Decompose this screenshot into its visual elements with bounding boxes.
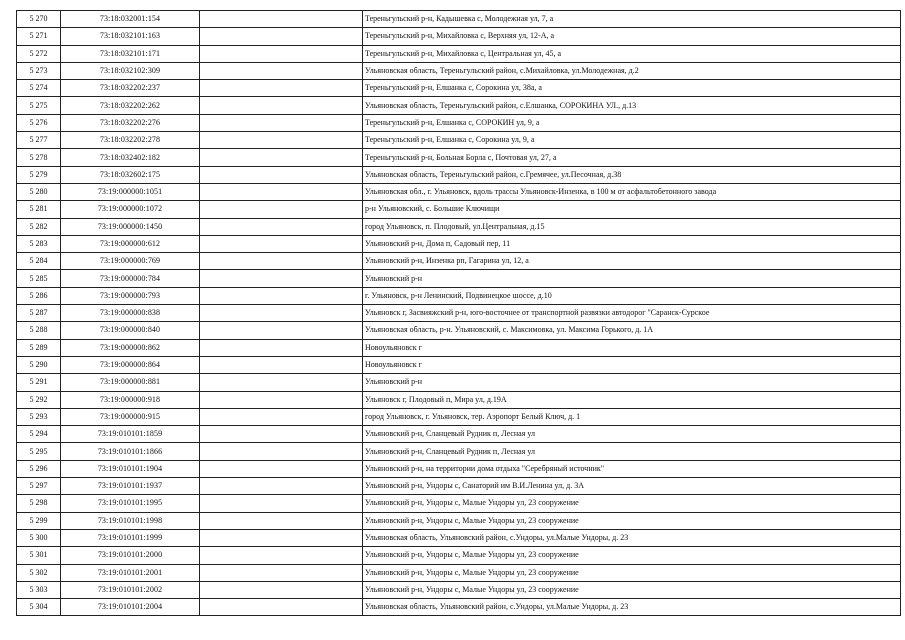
address-cell: Новоульяновск г	[363, 356, 901, 373]
row-number-cell: 5 276	[17, 114, 61, 131]
address-cell: Ульяновская область, Тереньгульский район, с.Михайловка, ул.Молодежная, д.2	[363, 62, 901, 79]
empty-cell	[200, 11, 363, 28]
empty-cell	[200, 305, 363, 322]
table-row	[17, 235, 901, 252]
table-row	[17, 495, 901, 512]
row-number-cell: 5 287	[17, 305, 61, 322]
empty-cell	[200, 374, 363, 391]
cadastral-number-cell: 73:19:000000:793	[61, 287, 200, 304]
address-cell: Ульяновский р-н, Ундоры с, Малые Ундоры ул, 23 сооружение	[363, 495, 901, 512]
table-row	[17, 426, 901, 443]
row-number-cell: 5 301	[17, 547, 61, 564]
cadastral-number-cell: 73:19:000000:784	[61, 270, 200, 287]
row-number-cell: 5 273	[17, 62, 61, 79]
address-cell: Ульяновская область, Ульяновский район, с.Ундоры, ул.Малые Ундоры, д. 23	[363, 599, 901, 616]
row-number-cell: 5 304	[17, 599, 61, 616]
cadastral-number-cell: 73:18:032101:171	[61, 45, 200, 62]
row-number-cell: 5 303	[17, 581, 61, 598]
cadastral-number-cell: 73:18:032101:163	[61, 28, 200, 45]
table-row	[17, 218, 901, 235]
table-row	[17, 28, 901, 45]
row-number-cell: 5 285	[17, 270, 61, 287]
address-cell: Ульяновский р-н, Ундоры с, Санаторий им В.И.Ленина ул, д. 3А	[363, 478, 901, 495]
row-number-cell: 5 299	[17, 512, 61, 529]
cadastral-number-cell: 73:19:010101:1859	[61, 426, 200, 443]
table-row	[17, 512, 901, 529]
row-number-cell: 5 277	[17, 132, 61, 149]
table-row	[17, 45, 901, 62]
table-row	[17, 62, 901, 79]
cadastral-number-cell: 73:19:000000:840	[61, 322, 200, 339]
address-cell: Ульяновский р-н, Сланцевый Рудник п, Лесная ул	[363, 426, 901, 443]
table-row	[17, 478, 901, 495]
address-cell: Новоульяновск г	[363, 339, 901, 356]
cadastral-number-cell: 73:18:032602:175	[61, 166, 200, 183]
document-page	[16, 10, 900, 616]
cadastral-number-cell: 73:19:010101:1995	[61, 495, 200, 512]
cadastral-number-cell: 73:18:032402:182	[61, 149, 200, 166]
address-cell: Ульяновский р-н	[363, 374, 901, 391]
row-number-cell: 5 281	[17, 201, 61, 218]
table-row	[17, 599, 901, 616]
cadastral-number-cell: 73:19:000000:864	[61, 356, 200, 373]
address-cell: Ульяновская обл., г. Ульяновск, вдоль трассы Ульяновск-Инзенка, в 100 м от асфальтобетонного завода	[363, 183, 901, 200]
table-row	[17, 97, 901, 114]
cadastral-number-cell: 73:19:010101:1904	[61, 460, 200, 477]
row-number-cell: 5 275	[17, 97, 61, 114]
address-cell: Ульяновский р-н, Ундоры с, Малые Ундоры ул, 23 сооружение	[363, 512, 901, 529]
empty-cell	[200, 253, 363, 270]
address-cell: Ульяновская область, р-н. Ульяновский, с. Максимовка, ул. Максима Горького, д. 1А	[363, 322, 901, 339]
table-row	[17, 443, 901, 460]
address-cell: Тереньгульский р-н, Больная Борла с, Почтовая ул, 27, а	[363, 149, 901, 166]
empty-cell	[200, 270, 363, 287]
row-number-cell: 5 271	[17, 28, 61, 45]
empty-cell	[200, 443, 363, 460]
cadastral-number-cell: 73:19:000000:881	[61, 374, 200, 391]
cadastral-number-cell: 73:19:000000:1051	[61, 183, 200, 200]
row-number-cell: 5 293	[17, 408, 61, 425]
table-row	[17, 305, 901, 322]
empty-cell	[200, 581, 363, 598]
empty-cell	[200, 287, 363, 304]
cadastral-number-cell: 73:19:000000:915	[61, 408, 200, 425]
empty-cell	[200, 478, 363, 495]
table-row	[17, 270, 901, 287]
registry-table-body	[17, 11, 901, 616]
table-row	[17, 287, 901, 304]
row-number-cell: 5 295	[17, 443, 61, 460]
table-row	[17, 460, 901, 477]
address-cell: Ульяновский р-н, Сланцевый Рудник п, Лесная ул	[363, 443, 901, 460]
row-number-cell: 5 283	[17, 235, 61, 252]
address-cell: Ульяновск г, Плодовый п, Мира ул, д.19А	[363, 391, 901, 408]
row-number-cell: 5 286	[17, 287, 61, 304]
row-number-cell: 5 291	[17, 374, 61, 391]
address-cell: Ульяновский р-н, Ундоры с, Малые Ундоры ул, 23 сооружение	[363, 547, 901, 564]
row-number-cell: 5 289	[17, 339, 61, 356]
address-cell: Тереньгульский р-н, Кадышевка с, Молодежная ул, 7, а	[363, 11, 901, 28]
address-cell: город Ульяновск, г. Ульяновск, тер. Аэропорт Белый Ключ, д. 1	[363, 408, 901, 425]
empty-cell	[200, 183, 363, 200]
cadastral-number-cell: 73:19:010101:2002	[61, 581, 200, 598]
table-row	[17, 339, 901, 356]
address-cell: г. Ульяновск, р-н Ленинский, Подвинецкое шоссе, д.10	[363, 287, 901, 304]
empty-cell	[200, 166, 363, 183]
row-number-cell: 5 300	[17, 529, 61, 546]
cadastral-number-cell: 73:19:000000:1072	[61, 201, 200, 218]
empty-cell	[200, 45, 363, 62]
cadastral-number-cell: 73:18:032202:278	[61, 132, 200, 149]
empty-cell	[200, 460, 363, 477]
table-row	[17, 149, 901, 166]
row-number-cell: 5 290	[17, 356, 61, 373]
table-row	[17, 166, 901, 183]
cadastral-number-cell: 73:18:032102:309	[61, 62, 200, 79]
address-cell: Ульяновский р-н, Дома п, Садовый пер, 11	[363, 235, 901, 252]
table-row	[17, 114, 901, 131]
table-row	[17, 201, 901, 218]
empty-cell	[200, 547, 363, 564]
table-row	[17, 356, 901, 373]
cadastral-number-cell: 73:19:000000:612	[61, 235, 200, 252]
table-row	[17, 374, 901, 391]
table-row	[17, 529, 901, 546]
cadastral-number-cell: 73:19:010101:2000	[61, 547, 200, 564]
address-cell: Ульяновская область, Тереньгульский район, с.Гремячее, ул.Песочная, д.38	[363, 166, 901, 183]
table-row	[17, 253, 901, 270]
address-cell: Ульяновский р-н, Инзенка рп, Гагарина ул, 12, а	[363, 253, 901, 270]
cadastral-number-cell: 73:18:032202:237	[61, 80, 200, 97]
empty-cell	[200, 149, 363, 166]
empty-cell	[200, 339, 363, 356]
cadastral-number-cell: 73:19:010101:1866	[61, 443, 200, 460]
empty-cell	[200, 97, 363, 114]
address-cell: Тереньгульский р-н, Михайловка с, Верхняя ул, 12-А, а	[363, 28, 901, 45]
table-row	[17, 564, 901, 581]
cadastral-number-cell: 73:19:010101:2004	[61, 599, 200, 616]
empty-cell	[200, 322, 363, 339]
table-row	[17, 322, 901, 339]
row-number-cell: 5 284	[17, 253, 61, 270]
empty-cell	[200, 28, 363, 45]
table-row	[17, 132, 901, 149]
cadastral-number-cell: 73:19:010101:1998	[61, 512, 200, 529]
empty-cell	[200, 426, 363, 443]
table-row	[17, 547, 901, 564]
row-number-cell: 5 274	[17, 80, 61, 97]
empty-cell	[200, 132, 363, 149]
cadastral-number-cell: 73:18:032001:154	[61, 11, 200, 28]
table-row	[17, 183, 901, 200]
address-cell: Ульяновская область, Тереньгульский район, с.Елшанка, СОРОКИНА УЛ., д.13	[363, 97, 901, 114]
empty-cell	[200, 529, 363, 546]
row-number-cell: 5 302	[17, 564, 61, 581]
table-row	[17, 80, 901, 97]
address-cell: Ульяновский р-н	[363, 270, 901, 287]
address-cell: Ульяновский р-н, Ундоры с, Малые Ундоры ул, 23 сооружение	[363, 581, 901, 598]
empty-cell	[200, 408, 363, 425]
address-cell: Тереньгульский р-н, Елшанка с, СОРОКИН ул, 9, а	[363, 114, 901, 131]
empty-cell	[200, 62, 363, 79]
address-cell: Ульяновский р-н, Ундоры с, Малые Ундоры ул, 23 сооружение	[363, 564, 901, 581]
row-number-cell: 5 282	[17, 218, 61, 235]
empty-cell	[200, 114, 363, 131]
table-row	[17, 11, 901, 28]
row-number-cell: 5 278	[17, 149, 61, 166]
cadastral-number-cell: 73:19:000000:1450	[61, 218, 200, 235]
cadastral-number-cell: 73:18:032202:276	[61, 114, 200, 131]
empty-cell	[200, 512, 363, 529]
empty-cell	[200, 235, 363, 252]
empty-cell	[200, 80, 363, 97]
address-cell: Тереньгульский р-н, Елшанка с, Сорокина ул, 9, а	[363, 132, 901, 149]
address-cell: Ульяновск г, Засвияжский р-н, юго-восточнее от транспортной развязки автодорог "Саранск-Сурское	[363, 305, 901, 322]
cadastral-number-cell: 73:18:032202:262	[61, 97, 200, 114]
address-cell: Ульяновский р-н, на территории дома отдыха "Серебряный источник"	[363, 460, 901, 477]
address-cell: Тереньгульский р-н, Михайловка с, Центральная ул, 45, а	[363, 45, 901, 62]
cadastral-number-cell: 73:19:010101:1999	[61, 529, 200, 546]
address-cell: город Ульяновск, п. Плодовый, ул.Центральная, д.15	[363, 218, 901, 235]
row-number-cell: 5 294	[17, 426, 61, 443]
empty-cell	[200, 495, 363, 512]
registry-table	[16, 10, 901, 616]
row-number-cell: 5 297	[17, 478, 61, 495]
table-row	[17, 408, 901, 425]
table-row	[17, 391, 901, 408]
row-number-cell: 5 288	[17, 322, 61, 339]
address-cell: Тереньгульский р-н, Елшанка с, Сорокина ул, 38а, а	[363, 80, 901, 97]
cadastral-number-cell: 73:19:000000:918	[61, 391, 200, 408]
cadastral-number-cell: 73:19:010101:1937	[61, 478, 200, 495]
empty-cell	[200, 599, 363, 616]
empty-cell	[200, 201, 363, 218]
table-row	[17, 581, 901, 598]
row-number-cell: 5 298	[17, 495, 61, 512]
cadastral-number-cell: 73:19:000000:838	[61, 305, 200, 322]
empty-cell	[200, 391, 363, 408]
row-number-cell: 5 272	[17, 45, 61, 62]
cadastral-number-cell: 73:19:000000:862	[61, 339, 200, 356]
address-cell: р-н Ульяновский, с. Большие Ключищи	[363, 201, 901, 218]
row-number-cell: 5 270	[17, 11, 61, 28]
row-number-cell: 5 280	[17, 183, 61, 200]
row-number-cell: 5 296	[17, 460, 61, 477]
address-cell: Ульяновская область, Ульяновский район, с.Ундоры, ул.Малые Ундоры, д. 23	[363, 529, 901, 546]
row-number-cell: 5 279	[17, 166, 61, 183]
cadastral-number-cell: 73:19:000000:769	[61, 253, 200, 270]
cadastral-number-cell: 73:19:010101:2001	[61, 564, 200, 581]
empty-cell	[200, 356, 363, 373]
row-number-cell: 5 292	[17, 391, 61, 408]
empty-cell	[200, 218, 363, 235]
empty-cell	[200, 564, 363, 581]
